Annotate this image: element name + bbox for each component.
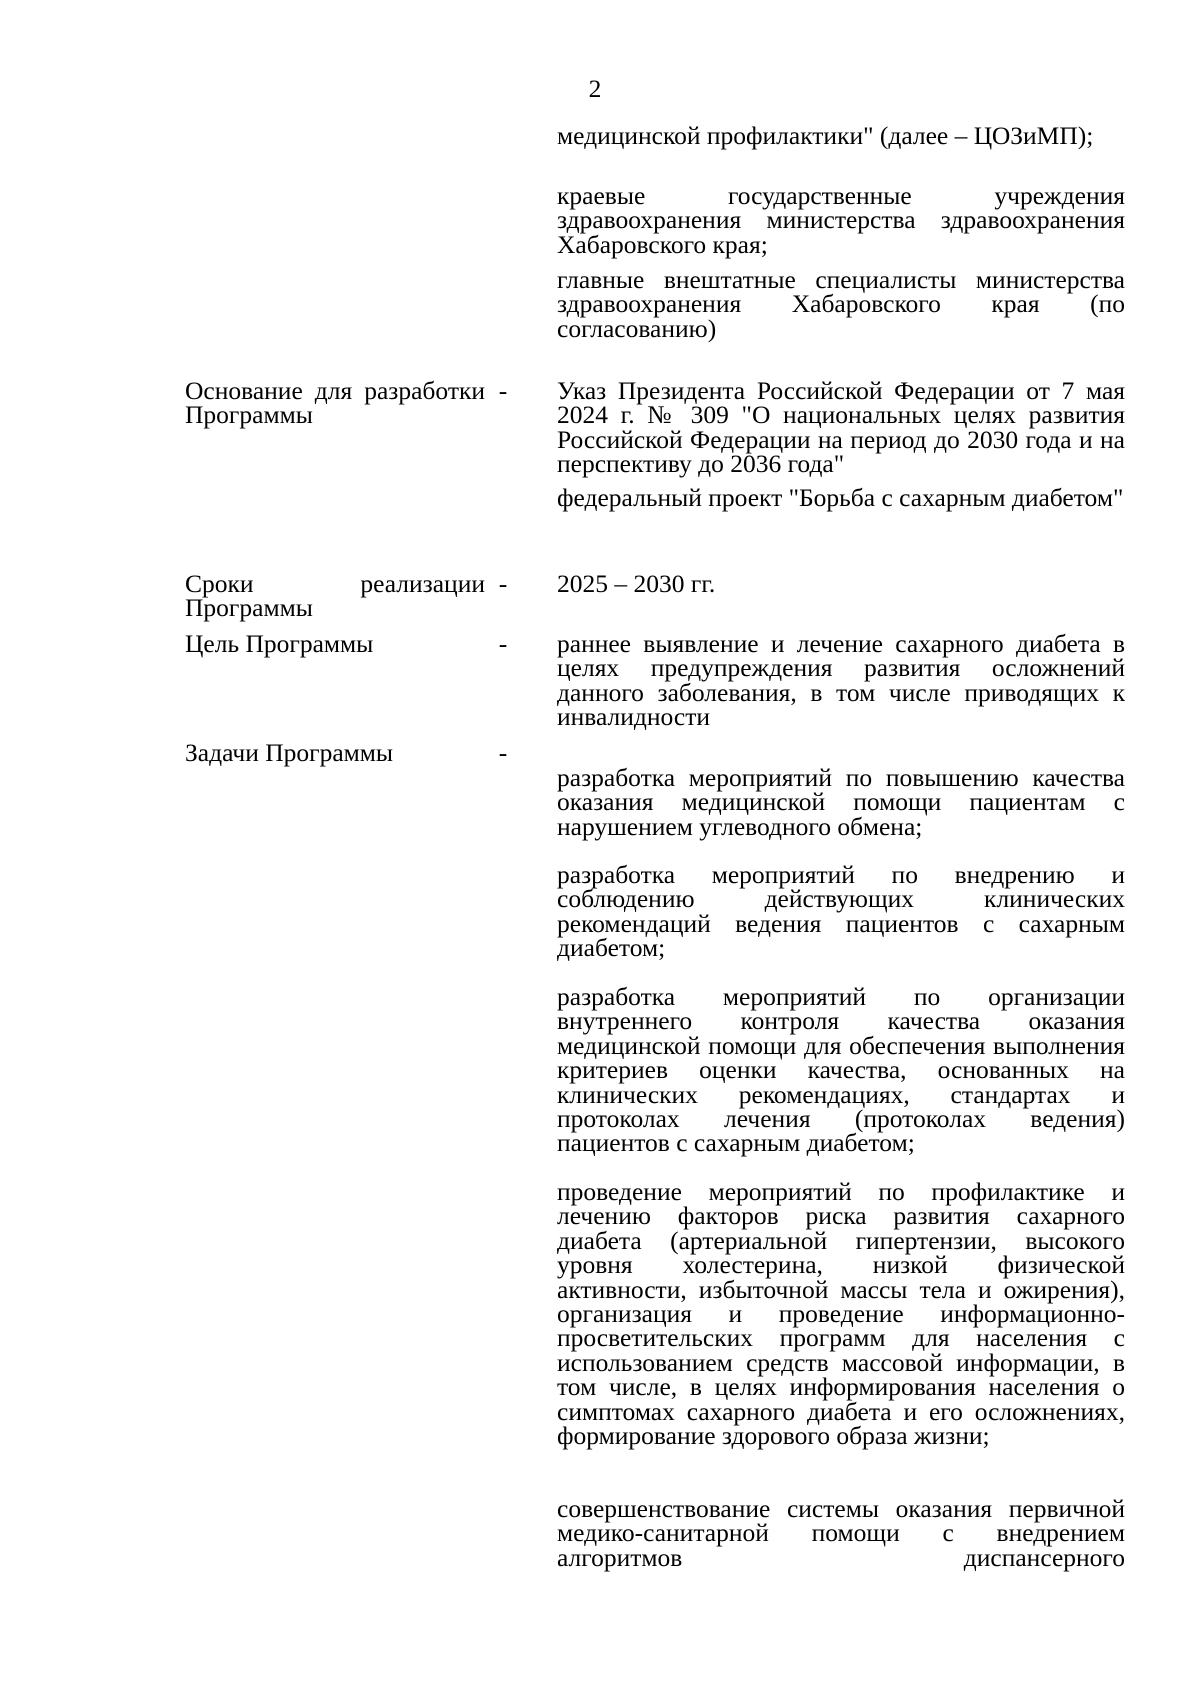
row-dash: -	[498, 738, 508, 767]
page-number: 2	[588, 74, 602, 103]
row-item: 2025 – 2030 гг.	[557, 569, 716, 598]
row-label: Задачи Программы	[185, 738, 394, 767]
continuation-paragraph: главные внештатные специалисты министерства здравоохранения Хабаровского края (по согласованию)	[557, 265, 1125, 343]
row-label: Сроки реализации Программы	[185, 569, 485, 623]
row-item: совершенствование системы оказания первичной медико-санитарной помощи с внедрением алгоритмов диспансерного	[557, 1494, 1125, 1572]
continuation-paragraph: медицинской профилактики" (далее – ЦОЗиМП);	[557, 121, 1094, 150]
row-item: разработка мероприятий по организации внутреннего контроля качества оказания медицинской помощи для обеспечения выполнения критериев оценки качества, основанных на клинических рекомендациях, стандартах и протоколах лечения (протоколах ведения) пациентов с сахарным диабетом;	[557, 982, 1125, 1158]
row-dash: -	[498, 376, 508, 405]
row-item: разработка мероприятий по внедрению и соблюдению действующих клинических рекомендаций ведения пациентов с сахарным диабетом;	[557, 860, 1125, 963]
continuation-paragraph: краевые государственные учреждения здравоохранения министерства здравоохранения Хабаровского края;	[557, 181, 1125, 259]
row-item: проведение мероприятий по профилактике и лечению факторов риска развития сахарного диабета (артериальной гипертензии, высокого уровня холестерина, низкой физической активности, избыточной массы тела и ожирения), организация и проведение информационно-просветительских программ для населения с использованием средств массовой информации, в том числе, в целях информирования населения о симптомах сахарного диабета и его осложнениях, формирование здорового образа жизни;	[557, 1177, 1125, 1451]
row-item: Указ Президента Российской Федерации от 7 мая 2024 г. № 309 "О национальных целях развития Российской Федерации на период до 2030 года и на перспективу до 2036 года"	[557, 376, 1125, 479]
row-dash: -	[498, 629, 508, 658]
row-label: Основание для разработки Программы	[185, 376, 485, 430]
row-dash: -	[498, 569, 508, 598]
row-item: раннее выявление и лечение сахарного диабета в целях предупреждения развития осложнений данного заболевания, в том числе приводящих к инвалидности	[557, 629, 1125, 732]
row-item: разработка мероприятий по повышению качества оказания медицинской помощи пациентам с нарушением углеводного обмена;	[557, 763, 1125, 841]
row-label: Цель Программы	[185, 629, 374, 658]
row-item: федеральный проект "Борьба с сахарным диабетом"	[557, 483, 1124, 512]
